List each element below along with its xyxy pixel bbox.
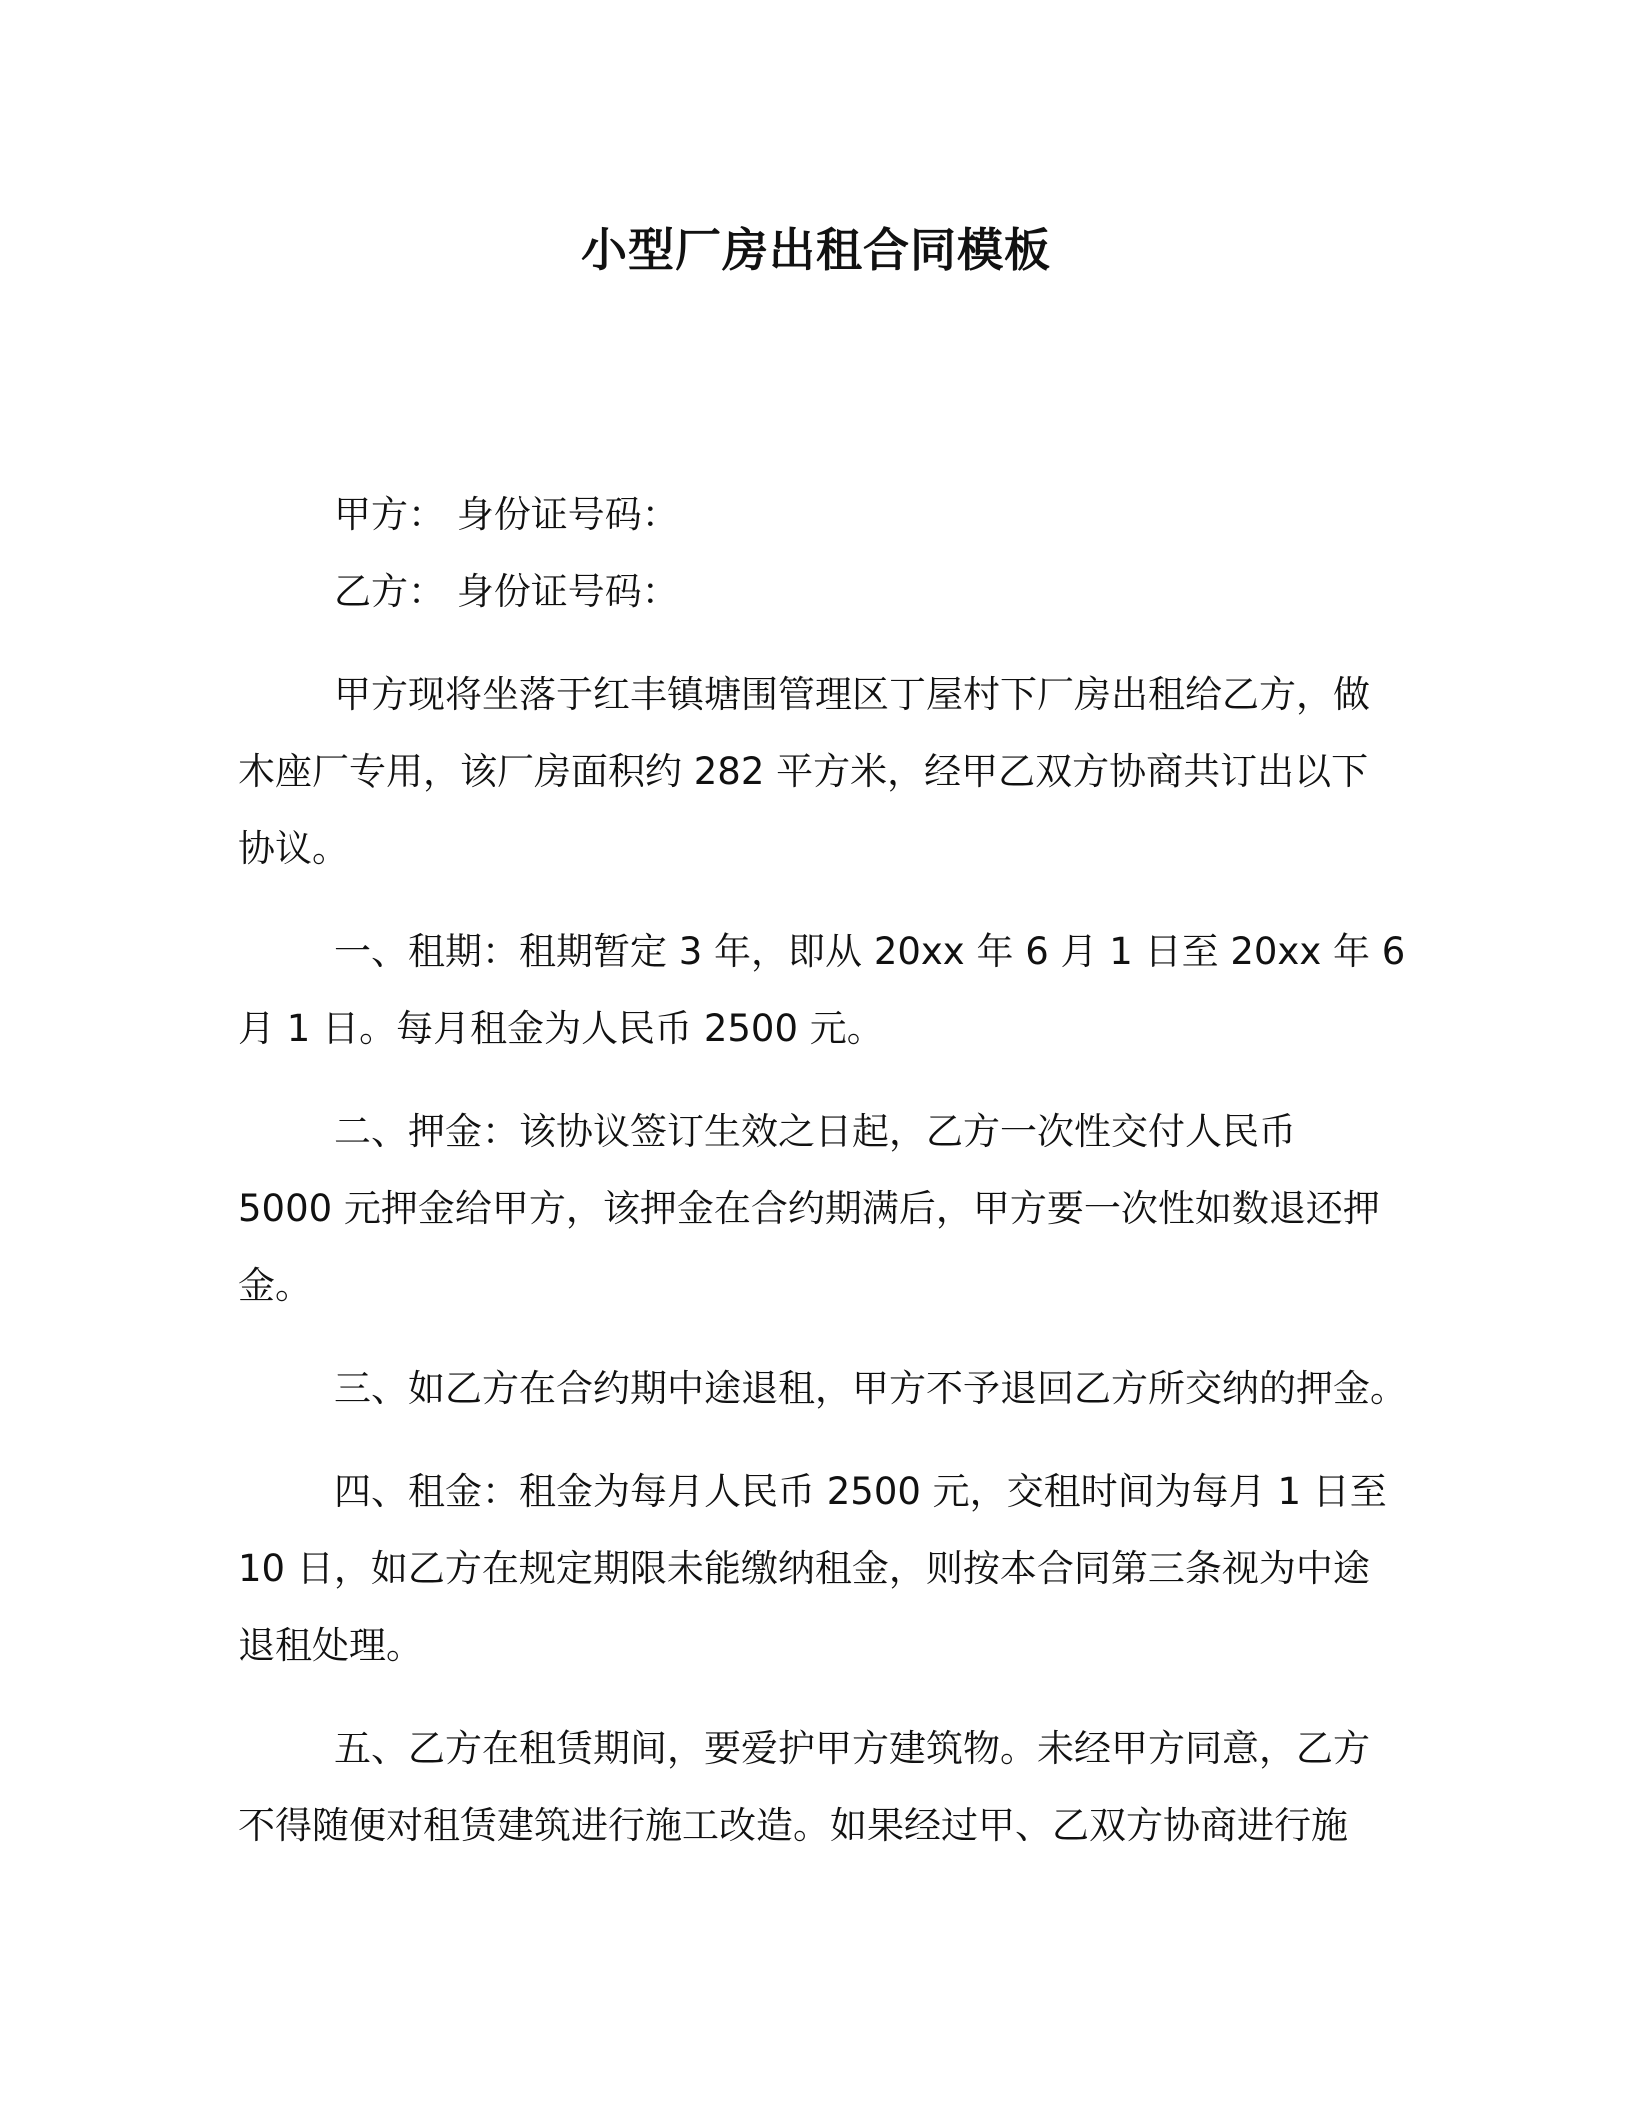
document-title: 小型厂房出租合同模板: [581, 223, 1051, 277]
paragraph-gap: [238, 1324, 1388, 1350]
clause4-line-1: 四、租金：租金为每月人民币 2500 元，交租时间为每月 1 日至: [334, 1470, 1387, 1513]
clause5-line-1: 五、乙方在租赁期间，要爱护甲方建筑物。未经甲方同意，乙方: [334, 1727, 1370, 1770]
intro-line-1: 甲方现将坐落于红丰镇塘围管理区丁屋村下厂房出租给乙方，做: [334, 673, 1370, 716]
paragraph-gap: [238, 630, 1388, 656]
clause2-line-3: 金。: [238, 1264, 312, 1307]
document-body: [238, 476, 1407, 1864]
paragraph-gap: [238, 887, 1388, 913]
paragraph-gap: [238, 1067, 1388, 1093]
clause5-line-2: 不得随便对租赁建筑进行施工改造。如果经过甲、乙双方协商进行施: [238, 1804, 1348, 1847]
clause4-line-3: 退租处理。: [238, 1624, 423, 1667]
party-a-line: 甲方： 身份证号码：: [334, 493, 679, 536]
clause2-line-2: 5000 元押金给甲方，该押金在合约期满后，甲方要一次性如数退还押: [238, 1187, 1380, 1230]
clause1-line-2: 月 1 日。每月租金为人民币 2500 元。: [238, 1007, 884, 1050]
paragraph-gap: [238, 1684, 1388, 1710]
intro-line-3: 协议。: [238, 827, 349, 870]
intro-line-2: 木座厂专用，该厂房面积约 282 平方米，经甲乙双方协商共订出以下: [238, 750, 1369, 793]
clause2-line-1: 二、押金：该协议签订生效之日起，乙方一次性交付人民币: [334, 1110, 1296, 1153]
paragraph-gap: [238, 1427, 1388, 1453]
clause1-line-1: 一、租期：租期暂定 3 年，即从 20xx 年 6 月 1 日至 20xx 年 6: [334, 930, 1406, 973]
party-b-line: 乙方： 身份证号码：: [334, 570, 679, 613]
clause4-line-2: 10 日，如乙方在规定期限未能缴纳租金，则按本合同第三条视为中途: [238, 1547, 1370, 1590]
clause3-line-1: 三、如乙方在合约期中途退租，甲方不予退回乙方所交纳的押金。: [334, 1367, 1407, 1410]
